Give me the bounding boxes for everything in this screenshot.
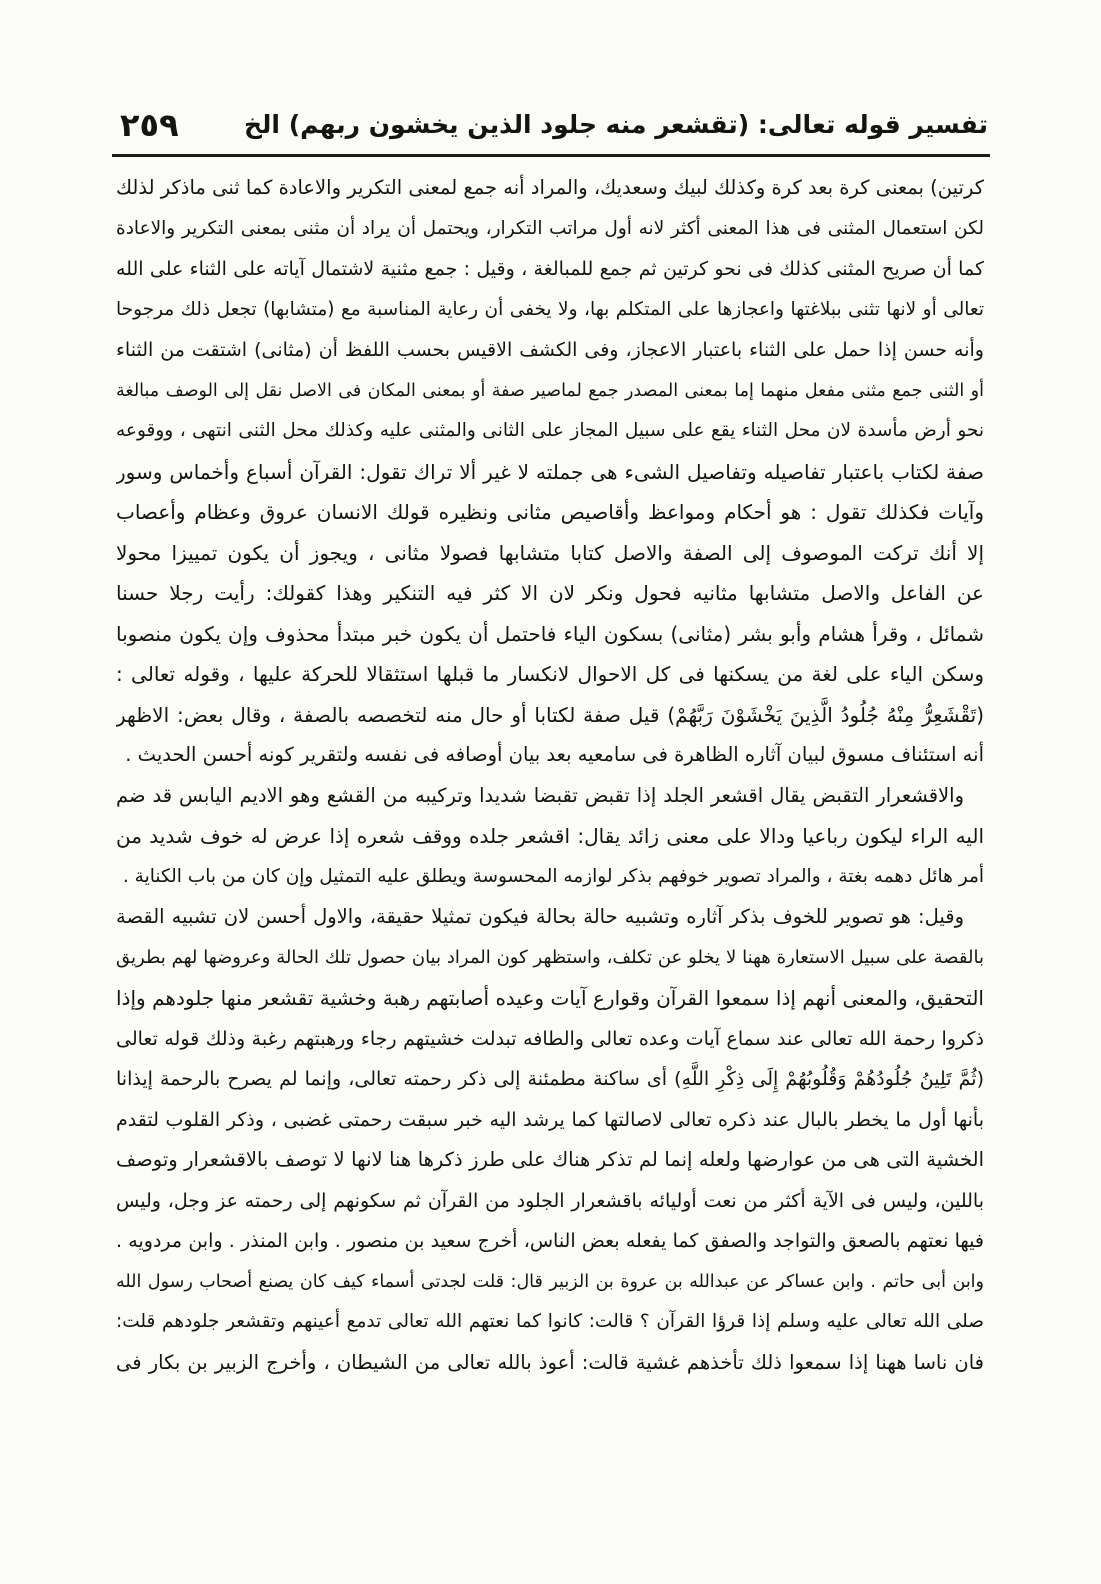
text-line: شمائل ، وقرأ هشام وأبو بشر (مثانى) بسكون الياء فاحتمل أن يكون خبر مبتدأ محذوف وإن يكون منصوبا: [116, 621, 984, 646]
text-line: عن الفاعل والاصل متشابها مثانيه فحول ونكر لان الا كثر فيه التنكير وهذا كقولك: رأيت رجلا حسنا: [116, 581, 984, 605]
text-line: صفة لكتاب باعتبار تفاصيله وتفاصيل الشىء هى جملته لا غير ألا تراك تقول: القرآن أسباع وأخماس وسور: [116, 459, 984, 484]
text-line: أو الثنى جمع مثنى مفعل منهما إما بمعنى المصدر جمع لماصير صفة أو بمعنى المكان فى الاصل نقل إلى الوصف مبالغة: [116, 380, 984, 401]
text-line: (تَقْشَعِرُّ مِنْهُ جُلُودُ الَّذِينَ يَخْشَوْنَ رَبَّهُمْ) قيل صفة لكتابا أو حال منه لتخصصه بالصفة ، وقال بعض: الاظهر: [116, 702, 984, 727]
text-line: إلا أنك تركت الموصوف إلى الصفة والاصل كتابا متشابها فصولا مثانى ، ويجوز أن يكون تمييزا محولا: [116, 540, 984, 565]
text-line: بالقصة على سبيل الاستعارة ههنا لا يخلو عن تكلف، واستظهر كون المراد بيان حصول تلك الحالة وعروضها لهم بطريق: [116, 946, 984, 968]
page-number: ٢٥٩: [120, 106, 179, 144]
text-line: وابن أبى حاتم . وابن عساكر عن عبدالله بن عروة بن الزبير قال: قلت لجدتى أسماء كيف كان يصنع أصحاب رسول الله: [116, 1271, 984, 1292]
text-line: أنه استئناف مسوق لبيان آثاره الظاهرة فى سامعيه بعد بيان أوصافه فى نفسه ولتقرير كونه أحسن الحديث .: [125, 743, 984, 766]
text-line: وآيات فكذلك تقول : هو أحكام ومواعظ وأقاصيص مثانى ونظيره قولك الانسان عروق وعظام وأعصاب: [116, 500, 984, 524]
text-line: صلى الله تعالى عليه وسلم إذا قرؤا القرآن ؟ قالت: كانوا كما نعتهم الله تعالى تدمع أعينهم وتقشعر جلودهم قلت:: [116, 1311, 984, 1332]
body-text: [116, 168, 984, 1383]
text-line: ذكروا رحمة الله تعالى عند سماع آيات وعده تعالى والطافه تبدلت خشيتهم رجاء ورهبتهم رغبة وذلك قوله تعالى: [116, 1027, 984, 1050]
text-line: (ثُمَّ تَلِينُ جُلُودُهُمْ وَقُلُوبُهُمْ إِلَى ذِكْرِ اللَّهِ) أى ساكنة مطمئنة إلى ذكر رحمته تعالى، وإنما لم يصرح بالرحمة إيذانا: [116, 1068, 984, 1090]
text-line: تعالى أو لانها تثنى ببلاغتها واعجازها على المتكلم بها، ولا يخفى أن رعاية المناسبة مع (متشابها) تجعل ذلك مرجوحا: [116, 298, 984, 320]
text-line: بأنها أول ما يخطر بالبال عند ذكره تعالى لاصالتها كما يرشد اليه خبر سبقت رحمتى غضبى ، وذكر القلوب لتقدم: [116, 1108, 984, 1131]
header-title: تفسير قوله تعالى: (تقشعر منه جلود الذين يخشون ربهم) الخ: [244, 110, 988, 139]
text-line: فيها نعتهم بالصعق والتواجد والصفق كما يفعله بعض الناس، أخرج سعيد بن منصور . وابن المنذر . وابن مردويه .: [116, 1230, 984, 1252]
text-line: كما أن صريح المثنى كذلك فى نحو كرتين ثم جمع للمبالغة ، وقيل : جمع مثنية لاشتمال آياته على الثناء على الله: [116, 258, 984, 280]
text-line: الخشية التى هى من عوارضها ولعله إنما لم تذكر هناك على طرز ذكرها هنا لانها لا توصف بالاقشعرار وتوصف: [116, 1148, 984, 1171]
header-rule: [112, 154, 990, 157]
text-line: أمر هائل دهمه بغتة ، والمراد تصوير خوفهم بذكر لوازمه المحسوسة ويطلق عليه التمثيل وإن كان من باب الكناية .: [122, 865, 984, 887]
text-line: فان ناسا ههنا إذا سمعوا ذلك تأخذهم غشية قالت: أعوذ بالله تعالى من الشيطان ، وأخرج الزبير بن بكار فى: [116, 1350, 984, 1374]
text-line: باللين، وليس فى الآية أكثر من نعت أوليائه باقشعرار الجلود من القرآن ثم سكونهم إلى رحمته عز وجل، وليس: [116, 1189, 984, 1212]
text-line: وأنه حسن إذا حمل على الثناء باعتبار الاعجاز، وفى الكشف الاقيس بحسب اللفظ أن (مثانى) اشتقت من الثناء: [116, 339, 984, 361]
text-line: اليه الراء ليكون رباعيا ودالا على معنى زائد يقال: اقشعر جلده ووقف شعره إذا عرض له خوف شديد من: [116, 824, 984, 848]
text-line: وقيل: هو تصوير للخوف بذكر آثاره وتشبيه حالة بحالة فيكون تمثيلا حقيقة، والاول أحسن لان تشبيه القصة: [116, 905, 964, 928]
text-line: وسكن الياء على لغة من يسكنها فى كل الاحوال لانكسار ما قبلها استثقالا للحركة عليها ، وقوله تعالى :: [116, 662, 984, 686]
text-line: كرتين) بمعنى كرة بعد كرة وكذلك لبيك وسعديك، والمراد أنه جمع لمعنى التكرير والاعادة كما ثنى ماذكر لذلك: [116, 176, 984, 199]
text-line: التحقيق، والمعنى أنهم إذا سمعوا القرآن وقوارع آيات وعيده أصابتهم رهبة وخشية تقشعر منها جلودهم وإذا: [116, 986, 984, 1010]
text-line: والاقشعرار التقبض يقال اقشعر الجلد إذا تقبض تقبضا شديدا وتركيبه من القشع وهو الاديم اليابس قد ضم: [116, 783, 964, 807]
running-header: [112, 104, 988, 152]
text-line: نحو أرض مأسدة لان محل الثناء يقع على سبيل المجاز على الثانى والمثنى عليه وكذلك محل الثنى انتهى ، ووقوعه: [116, 420, 984, 441]
text-line: لكن استعمال المثنى فى هذا المعنى أكثر لانه أول مراتب التكرار، ويحتمل أن يراد أن مثنى بمعنى التكرير والاعادة: [116, 217, 984, 239]
